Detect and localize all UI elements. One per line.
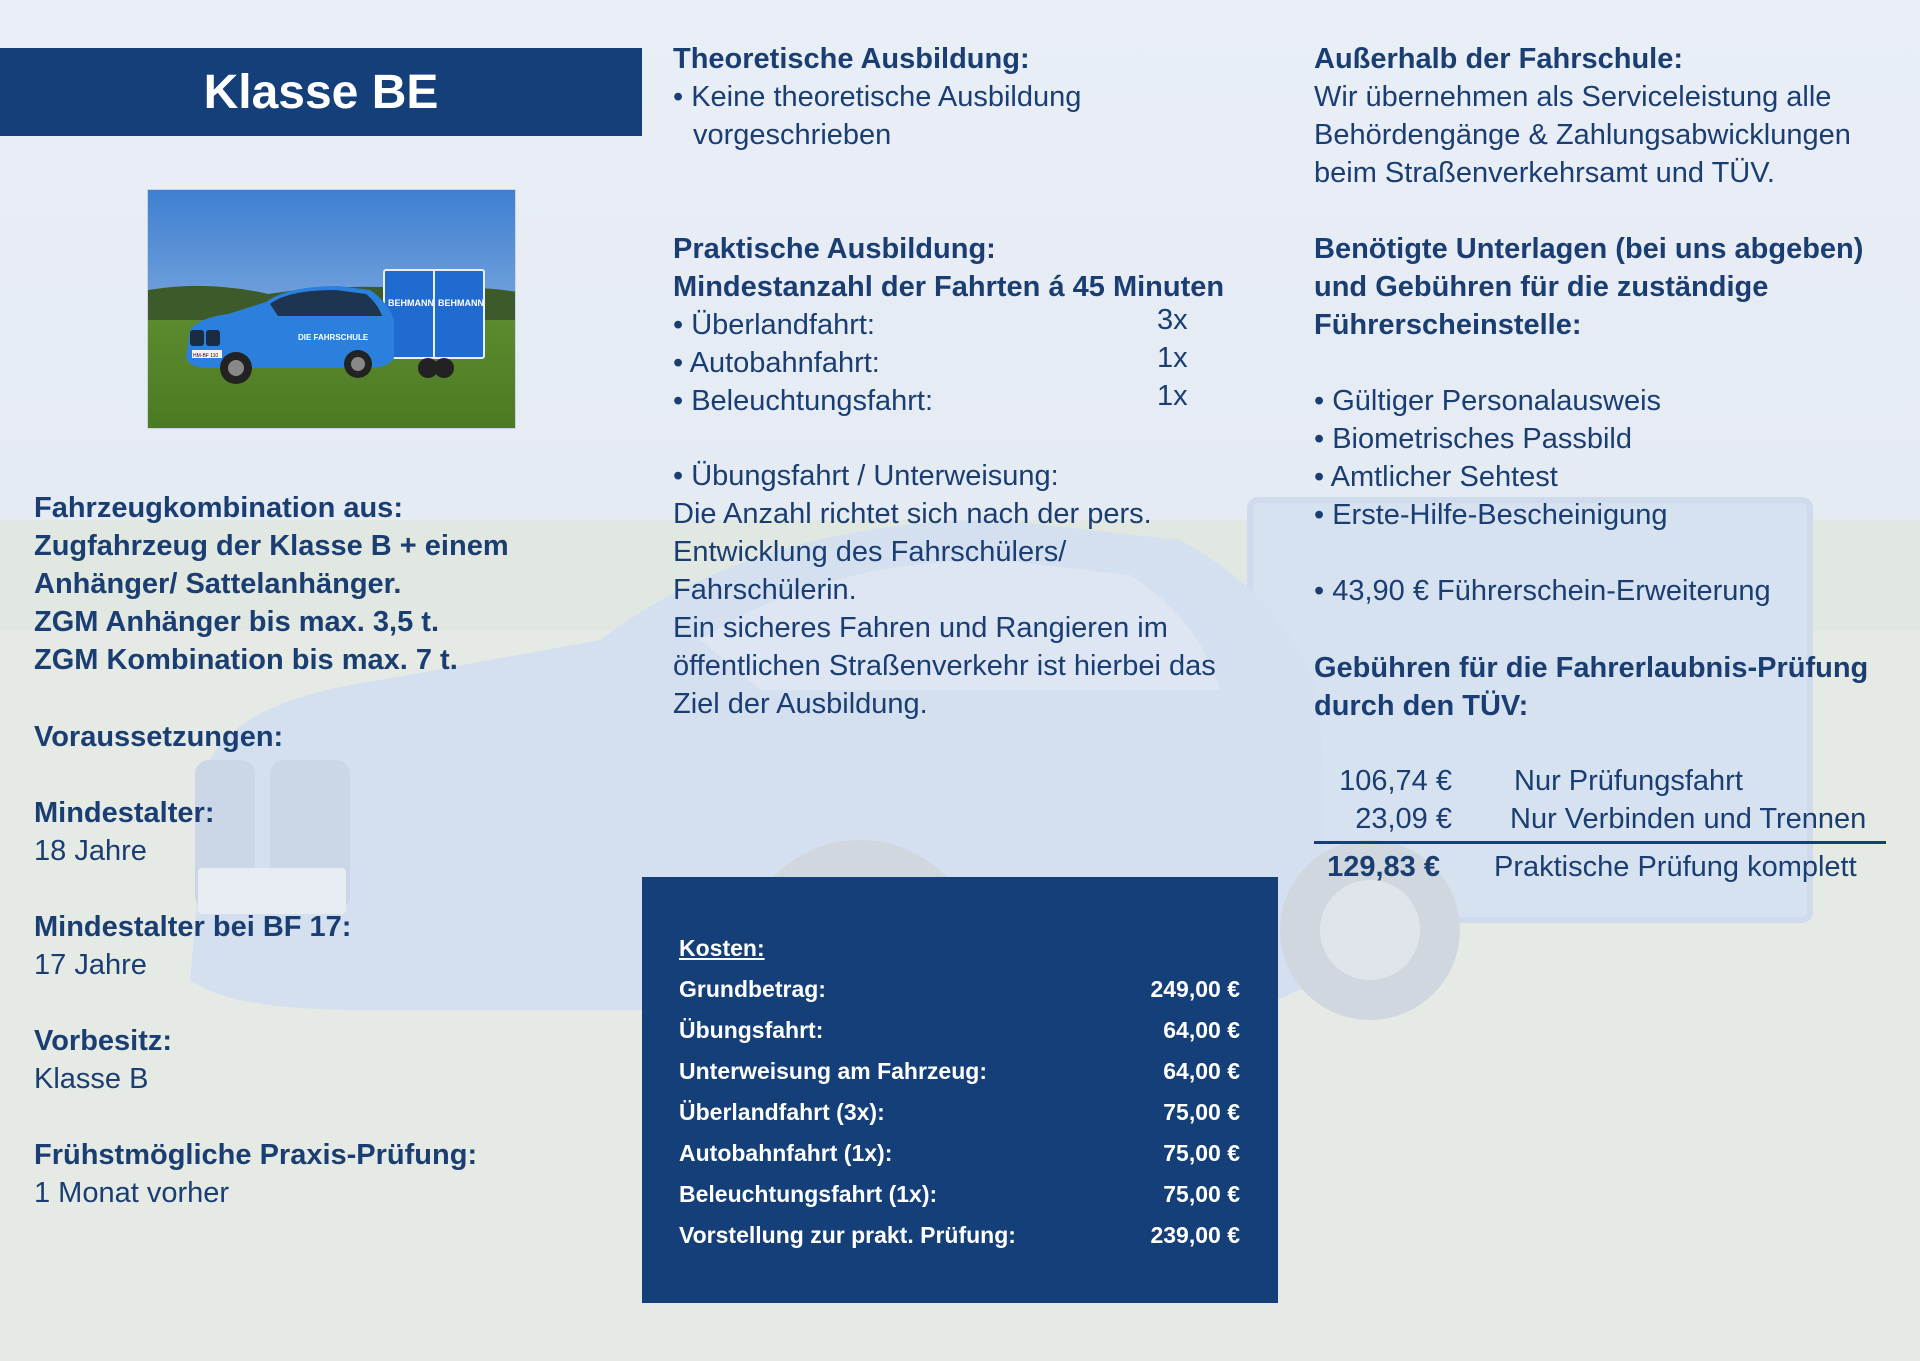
cost-row: [679, 1133, 1240, 1174]
min-age-value: 18 Jahre: [34, 835, 147, 867]
cost-value: 75,00 €: [1163, 1140, 1240, 1166]
combination-line: ZGM Anhänger bis max. 3,5 t.: [34, 606, 440, 638]
cost-row: [679, 1092, 1240, 1133]
trailer-brand-text: BEHMANN: [388, 298, 434, 308]
earliest-section: [34, 1136, 634, 1212]
cost-row: [679, 1174, 1240, 1215]
drive-count: 1x: [1157, 380, 1188, 412]
prior-section: [34, 1022, 634, 1098]
practice-subheading: Mindestanzahl der Fahrten á 45 Minuten: [673, 271, 1225, 303]
docs-item: • Gültiger Personalausweis: [1314, 385, 1662, 417]
docs-item: • Amtlicher Sehtest: [1314, 461, 1558, 493]
docs-heading: Führerscheinstelle:: [1314, 309, 1582, 341]
exam-fee-label: Nur Prüfungsfahrt: [1514, 765, 1743, 797]
outside-line: beim Straßenverkehrsamt und TÜV.: [1314, 157, 1775, 189]
cost-value: 64,00 €: [1163, 1017, 1240, 1043]
combination-line: Anhänger/ Sattelanhänger.: [34, 568, 402, 600]
exam-fee-row: [1314, 762, 1878, 800]
cost-row: [679, 1051, 1240, 1092]
drive-count: 3x: [1157, 304, 1188, 336]
exam-heading: Gebühren für die Fahrerlaubnis-Prüfung: [1314, 652, 1869, 684]
exercise-line: Fahrschülerin.: [673, 574, 857, 606]
bf17-heading: Mindestalter bei BF 17:: [34, 911, 352, 943]
exam-fees: [1314, 762, 1878, 838]
license-fee: • 43,90 € Führerschein-Erweiterung: [1314, 575, 1771, 607]
outside-heading: Außerhalb der Fahrschule:: [1314, 43, 1684, 75]
theory-heading: Theoretische Ausbildung:: [673, 43, 1030, 75]
page-title: Klasse BE: [0, 48, 642, 136]
exercise-line: • Übungsfahrt / Unterweisung:: [673, 460, 1059, 492]
costs-heading: Kosten:: [679, 935, 765, 961]
earliest-value: 1 Monat vorher: [34, 1177, 230, 1209]
cost-label: Überlandfahrt (3x):: [679, 1099, 885, 1125]
exercise-line: Ein sicheres Fahren und Rangieren im: [673, 612, 1168, 644]
earliest-heading: Frühstmögliche Praxis-Prüfung:: [34, 1139, 478, 1171]
exam-fee-label: Nur Verbinden und Trennen: [1510, 803, 1867, 835]
combination-line: Zugfahrzeug der Klasse B + einem: [34, 530, 509, 562]
cost-label: Beleuchtungsfahrt (1x):: [679, 1181, 938, 1207]
theory-line: vorgeschrieben: [693, 119, 892, 151]
costs-panel: [642, 877, 1278, 1303]
exam-fee-row: [1314, 800, 1878, 838]
outside-line: Wir übernehmen als Serviceleistung alle: [1314, 81, 1832, 113]
combination-heading: Fahrzeugkombination aus:: [34, 492, 403, 524]
cost-row: [679, 969, 1240, 1010]
min-age-heading: Mindestalter:: [34, 797, 215, 829]
prereq-heading: Voraussetzungen:: [34, 721, 284, 753]
bf17-section: [34, 908, 634, 984]
car-slogan-text: DIE FAHRSCHULE: [298, 333, 369, 342]
docs-heading: Benötigte Unterlagen (bei uns abgeben): [1314, 233, 1864, 265]
drive-label: • Beleuchtungsfahrt:: [673, 385, 934, 417]
prior-value: Klasse B: [34, 1063, 149, 1095]
cost-row: [679, 1215, 1240, 1256]
cost-value: 249,00 €: [1150, 976, 1240, 1002]
trailer-brand-text-2: BEHMANN: [438, 298, 484, 308]
total-divider: [1314, 841, 1886, 844]
cost-value: 239,00 €: [1150, 1222, 1240, 1248]
min-age-section: [34, 794, 634, 870]
cost-label: Autobahnfahrt (1x):: [679, 1140, 893, 1166]
prior-heading: Vorbesitz:: [34, 1025, 173, 1057]
bf17-value: 17 Jahre: [34, 949, 147, 981]
cost-label: Vorstellung zur prakt. Prüfung:: [679, 1222, 1016, 1248]
docs-heading: und Gebühren für die zuständige: [1314, 271, 1769, 303]
exam-total-row: [1314, 848, 1878, 886]
exam-total-label: Praktische Prüfung komplett: [1494, 851, 1857, 883]
cost-label: Grundbetrag:: [679, 976, 826, 1002]
exam-total-amount: 129,83 €: [1327, 851, 1440, 883]
docs-item: • Erste-Hilfe-Bescheinigung: [1314, 499, 1668, 531]
cost-label: Übungsfahrt:: [679, 1017, 824, 1043]
exam-section: [1314, 649, 1914, 725]
cost-label: Unterweisung am Fahrzeug:: [679, 1058, 987, 1084]
exercise-line: Die Anzahl richtet sich nach der pers.: [673, 498, 1152, 530]
drive-label: • Überlandfahrt:: [673, 309, 875, 341]
practice-heading: Praktische Ausbildung:: [673, 233, 996, 265]
docs-item: • Biometrisches Passbild: [1314, 423, 1632, 455]
exam-heading: durch den TÜV:: [1314, 690, 1529, 722]
exam-fee-amount: 23,09 €: [1355, 803, 1452, 835]
theory-line: • Keine theoretische Ausbildung: [673, 81, 1082, 113]
photo-plate-text: HM-BF 110: [193, 353, 219, 359]
cost-value: 75,00 €: [1163, 1099, 1240, 1125]
exercise-line: Entwicklung des Fahrschülers/: [673, 536, 1067, 568]
docs-section: [1314, 230, 1914, 344]
exercise-section: [673, 457, 1273, 723]
combination-section: [34, 489, 634, 679]
drive-count: 1x: [1157, 342, 1188, 374]
cost-value: 64,00 €: [1163, 1058, 1240, 1084]
vehicle-photo: [147, 189, 516, 429]
theory-section: [673, 40, 1273, 154]
drive-label: • Autobahnfahrt:: [673, 347, 880, 379]
exam-fee-amount: 106,74 €: [1339, 765, 1452, 797]
cost-value: 75,00 €: [1163, 1181, 1240, 1207]
outside-line: Behördengänge & Zahlungsabwicklungen: [1314, 119, 1851, 151]
cost-row: [679, 1010, 1240, 1051]
combination-line: ZGM Kombination bis max. 7 t.: [34, 644, 458, 676]
docs-list: [1314, 382, 1914, 534]
exercise-line: Ziel der Ausbildung.: [673, 688, 928, 720]
exam-total-line: [1314, 848, 1878, 886]
exercise-line: öffentlichen Straßenverkehr ist hierbei das: [673, 650, 1216, 682]
outside-section: [1314, 40, 1914, 192]
